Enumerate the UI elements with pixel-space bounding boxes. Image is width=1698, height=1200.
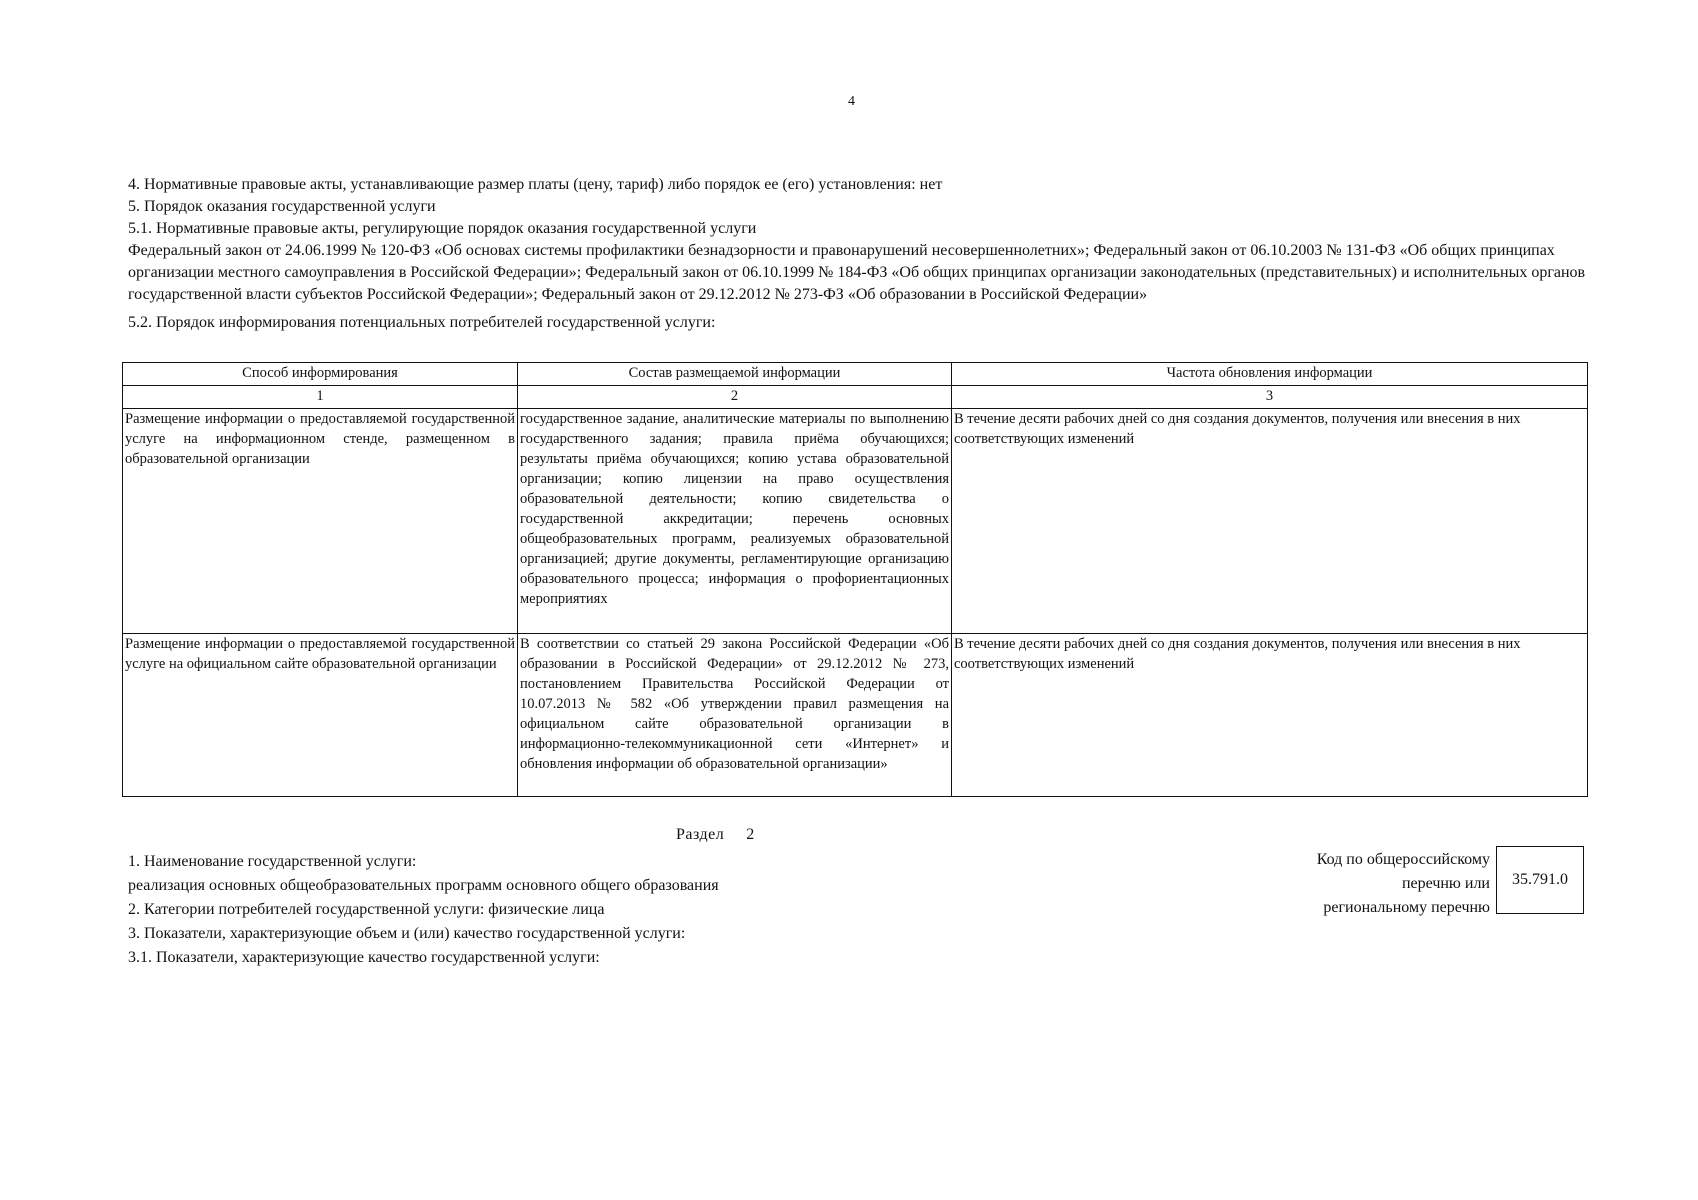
header-content: Состав размещаемой информации bbox=[518, 363, 952, 386]
item-4-fee-acts: 4. Нормативные правовые акты, устанавливающие размер платы (цену, тариф) либо порядок ее (его) установления: нет bbox=[128, 176, 943, 193]
page-number: 4 bbox=[848, 94, 855, 109]
col-number-1: 1 bbox=[123, 386, 518, 409]
informing-table bbox=[122, 362, 1588, 797]
code-label-line2: перечню или bbox=[1401, 875, 1490, 892]
section-heading bbox=[676, 826, 755, 844]
section-label: Раздел bbox=[676, 826, 725, 843]
top-block bbox=[128, 174, 1588, 334]
table-row bbox=[123, 634, 1588, 797]
item-3-1-quality-indicators: 3.1. Показатели, характеризующие качество государственной услуги: bbox=[128, 949, 600, 966]
code-label-line3: региональному перечню bbox=[1323, 899, 1490, 916]
header-method: Способ информирования bbox=[123, 363, 518, 386]
item-2-consumer-categories: 2. Категории потребителей государственной услуги: физические лица bbox=[128, 901, 605, 918]
row1-content: государственное задание, аналитические материалы по выполнению государственного задания; правила приёма обучающихся; результаты приёма обучающихся; копию устава образовательной организации; копию лицензии на право осуществления образовательной деятельности; копию свидетельства о государственной аккредитации; перечень основных общеобразовательных программ, реализуемых образовательной организацией; другие документы, регламентирующие организацию образовательного процесса; информация о профориентационных мероприятиях bbox=[518, 409, 952, 634]
registry-code-value: 35.791.0 bbox=[1512, 871, 1568, 888]
item-5-1-regulating-acts: 5.1. Нормативные правовые акты, регулирующие порядок оказания государственной услуги bbox=[128, 220, 757, 237]
item-1-service-name: 1. Наименование государственной услуги: bbox=[128, 853, 417, 870]
laws-list: Федеральный закон от 24.06.1999 № 120-ФЗ «Об основах системы профилактики безнадзорности и правонарушений несовершеннолетних»; Федеральный закон от 06.10.2003 № 131-ФЗ «Об общих принципах организации местного самоуправления в Российской Федерации»; Федеральный закон от 06.10.1999 № 184-ФЗ «Об общих принципах организации законодательных (представительных) и исполнительных органов государственной власти субъектов Российской Федерации»; Федеральный закон от 29.12.2012 № 273-ФЗ «Об образовании в Российской Федерации» bbox=[128, 242, 1586, 303]
table-header-row bbox=[123, 363, 1588, 386]
col-number-2: 2 bbox=[518, 386, 952, 409]
service-name-value: реализация основных общеобразовательных программ основного общего образования bbox=[128, 877, 719, 894]
row2-content: В соответствии со статьей 29 закона Российской Федерации «Об образовании в Российской Федерации» от 29.12.2012 № 273, постановлением Правительства Российской Федерации от 10.07.2013 № 582 «Об утверждении правил размещения на официальном сайте образовательной организации в информационно-телекоммуникационной сети «Интернет» и обновления информации об образовательной организации» bbox=[518, 634, 952, 797]
registry-code-box bbox=[1496, 846, 1584, 914]
table-row bbox=[123, 409, 1588, 634]
item-5-service-procedure: 5. Порядок оказания государственной услуги bbox=[128, 198, 436, 215]
item-5-2-informing: 5.2. Порядок информирования потенциальных потребителей государственной услуги: bbox=[128, 314, 716, 331]
section-number: 2 bbox=[746, 826, 755, 843]
code-label-line1: Код по общероссийскому bbox=[1316, 851, 1490, 868]
item-3-indicators: 3. Показатели, характеризующие объем и (или) качество государственной услуги: bbox=[128, 925, 686, 942]
header-frequency: Частота обновления информации bbox=[952, 363, 1588, 386]
row2-method: Размещение информации о предоставляемой государственной услуге на официальном сайте образовательной организации bbox=[123, 634, 518, 797]
table-number-row bbox=[123, 386, 1588, 409]
row1-frequency: В течение десяти рабочих дней со дня создания документов, получения или внесения в них соответствующих изменений bbox=[952, 409, 1588, 634]
row1-method: Размещение информации о предоставляемой государственной услуге на информационном стенде, размещенном в образовательной организации bbox=[123, 409, 518, 634]
bottom-block bbox=[128, 850, 848, 970]
row2-frequency: В течение десяти рабочих дней со дня создания документов, получения или внесения в них соответствующих изменений bbox=[952, 634, 1588, 797]
col-number-3: 3 bbox=[952, 386, 1588, 409]
registry-code-label bbox=[1290, 848, 1490, 920]
